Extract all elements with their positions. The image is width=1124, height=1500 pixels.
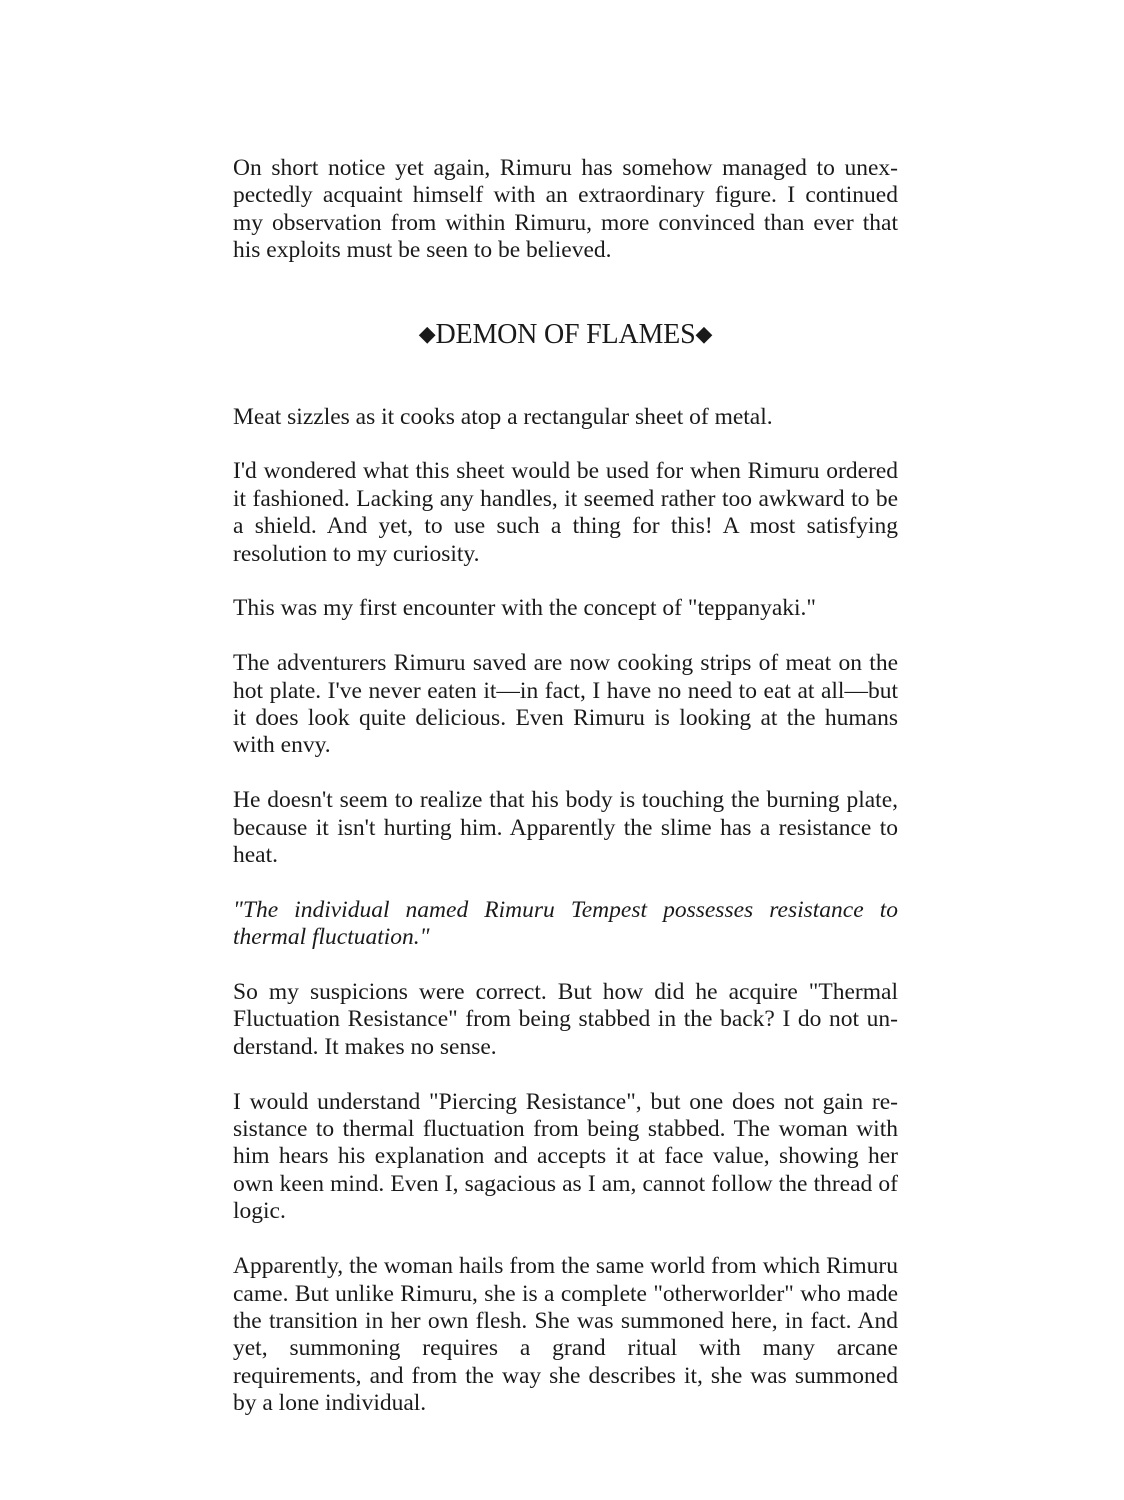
quote-paragraph: "The individual named Rimuru Tempest possesses resistance to thermal fluctuation." bbox=[233, 896, 898, 951]
diamond-left-icon: ◆ bbox=[418, 320, 436, 346]
intro-paragraph: On short notice yet again, Rimuru has somehow managed to unexpectedly acquaint himself with an extraordinary figure. I continued my observation from within Rimuru, more convinced than ever that his exploits must be seen to be believed. bbox=[233, 155, 898, 264]
page-body bbox=[233, 155, 898, 1445]
paragraph: Apparently, the woman hails from the same world from which Rimuru came. But unlike Rimuru, she is a complete "otherworlder" who made the transition in her own flesh. She was summoned here, in fact. And yet, summoning requires a grand ritual with many arcane requirements, and from the way she describes it, she was summoned by a lone individual. bbox=[233, 1253, 898, 1417]
paragraph: He doesn't seem to realize that his body is touching the burning plate, because it isn't hurting him. Apparently the slime has a resistance to heat. bbox=[233, 787, 898, 869]
paragraph: I would understand "Piercing Resistance", but one does not gain resistance to thermal fluctuation from being stabbed. The woman with him hears his explanation and accepts it at face value, showing her own keen mind. Even I, sagacious as I am, cannot follow the thread of logic. bbox=[233, 1088, 898, 1225]
section-heading bbox=[233, 317, 898, 352]
paragraph: I'd wondered what this sheet would be used for when Rimuru ordered it fashioned. Lacking any handles, it seemed rather too awkward to be a shield. And yet, to use such a thing for this! A most satisfying resolution to my curiosity. bbox=[233, 458, 898, 567]
section-heading-text: DEMON OF FLAMES bbox=[435, 318, 696, 350]
diamond-right-icon: ◆ bbox=[695, 320, 713, 346]
paragraph: Meat sizzles as it cooks atop a rectangular sheet of metal. bbox=[233, 403, 773, 430]
paragraph: The adventurers Rimuru saved are now cooking strips of meat on the hot plate. I've never eaten it—in fact, I have no need to eat at all—but it does look quite delicious. Even Rimuru is looking at the humans with envy. bbox=[233, 650, 898, 759]
paragraph: So my suspicions were correct. But how did he acquire "Thermal Fluctuation Resistance" from being stabbed in the back? I do not understand. It makes no sense. bbox=[233, 979, 898, 1060]
paragraph: This was my first encounter with the concept of "teppanyaki." bbox=[233, 595, 817, 622]
